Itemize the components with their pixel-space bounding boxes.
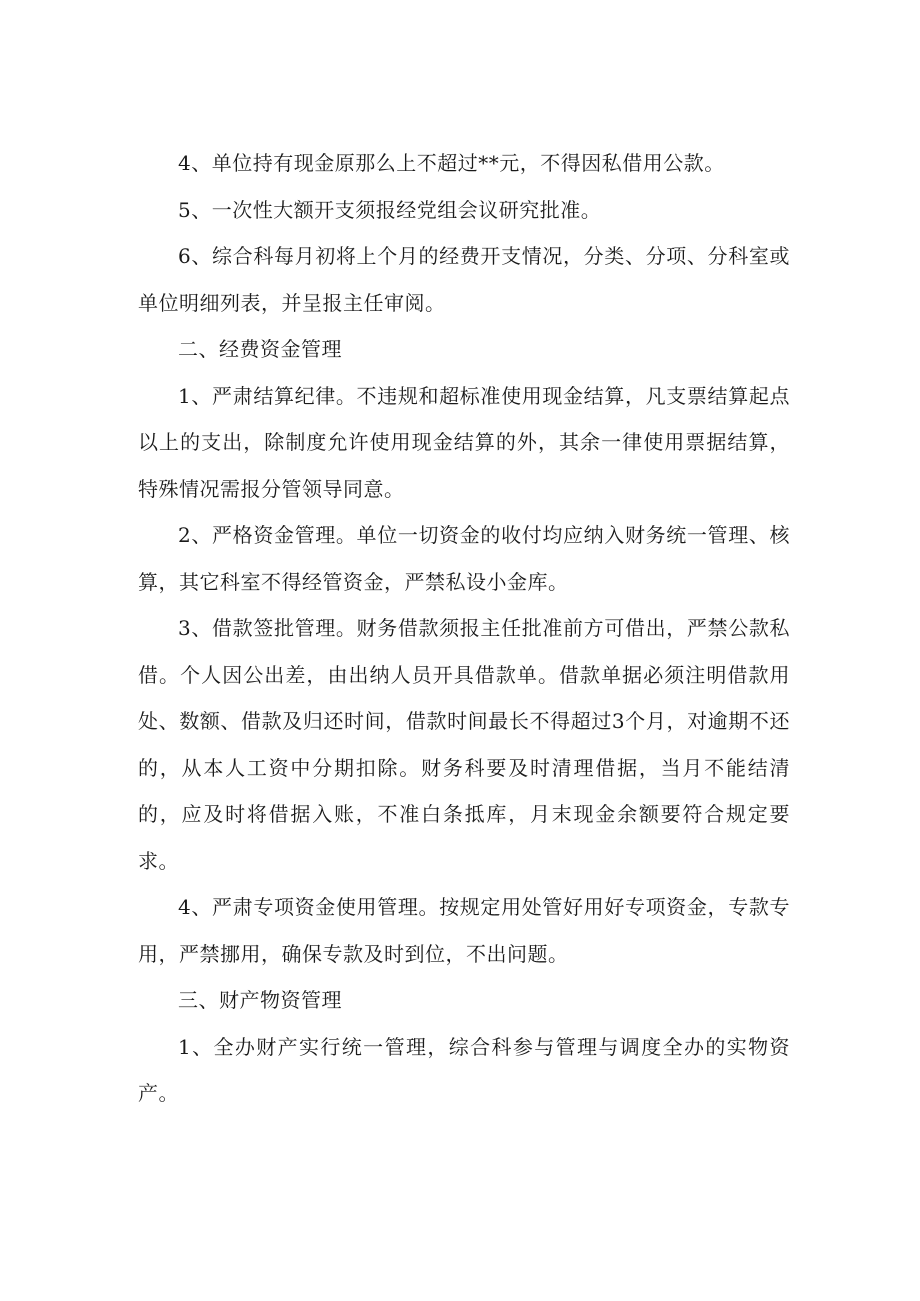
paragraph-large-expense: 5、一次性大额开支须报经党组会议研究批准。 <box>178 197 602 222</box>
paragraph-cash-limit: 4、单位持有现金原那么上不超过**元，不得因私借用公款。 <box>178 151 725 175</box>
document-body <box>138 140 790 1117</box>
paragraph-property-management: 1、全办财产实行统一管理，综合科参与管理与调度全办的实物资产。 <box>138 1034 790 1105</box>
paragraph-special-funds: 4、严肃专项资金使用管理。按规定用处管好用好专项资金，专款专用，严禁挪用，确保专款及时到位，不出问题。 <box>138 895 790 966</box>
paragraph-loan-approval: 3、借款签批管理。财务借款须报主任批准前方可借出，严禁公款私借。个人因公出差，由出纳人员开具借款单。借款单据必须注明借款用处、数额、借款及归还时间，借款时间最长不得超过3个月，对逾期不还的，从本人工资中分期扣除。财务科要及时清理借据，当月不能结清的，应及时将借据入账，不准白条抵库，月末现金余额要符合规定要求。 <box>138 616 790 873</box>
section-heading-property: 三、财产物资管理 <box>178 988 342 1012</box>
section-heading-funds: 二、经费资金管理 <box>178 337 342 361</box>
paragraph-fund-management: 2、严格资金管理。单位一切资金的收付均应纳入财务统一管理、核算，其它科室不得经管资金，严禁私设小金库。 <box>138 523 790 594</box>
paragraph-monthly-report: 6、综合科每月初将上个月的经费开支情况，分类、分项、分科室或单位明细列表，并呈报主任审阅。 <box>138 244 790 315</box>
paragraph-settlement-discipline: 1、严肃结算纪律。不违规和超标准使用现金结算，凡支票结算起点以上的支出，除制度允许使用现金结算的外，其余一律使用票据结算，特殊情况需报分管领导同意。 <box>138 383 790 501</box>
